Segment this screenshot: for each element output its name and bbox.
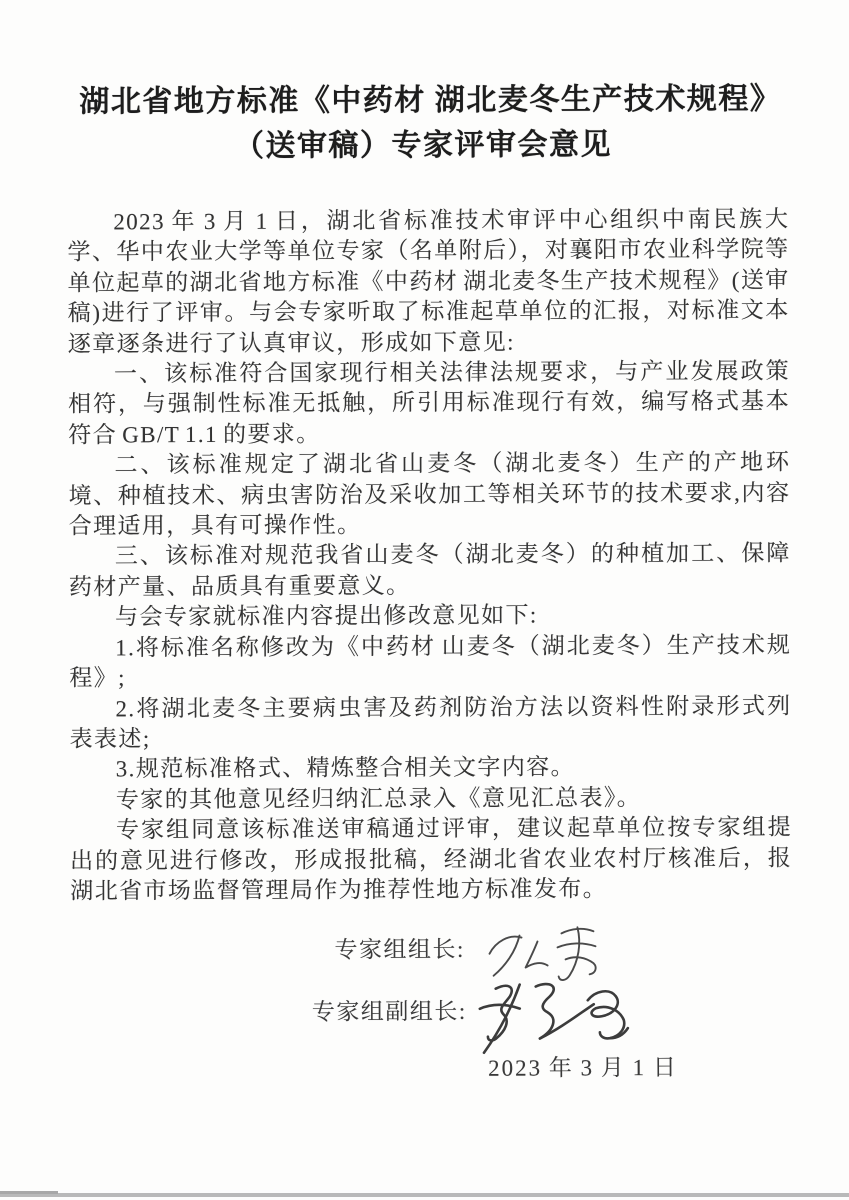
paragraph-opinion-1: 一、该标准符合国家现行相关法律法规要求，与产业发展政策相符，与强制性标准无抵触，所引用标准现行有效，编写格式基本符合 GB/T 1.1 的要求。 xyxy=(68,358,791,448)
document-title: 湖北省地方标准《中药材 湖北麦冬生产技术规程》（送审稿）专家评审会意见 xyxy=(79,82,767,163)
document-date: 2023 年 3 月 1 日 xyxy=(487,1054,678,1081)
scan-edge-artifact xyxy=(0,1193,849,1197)
paragraph-revision-1: 1.将标准名称修改为《中药材 山麦冬（湖北麦冬）生产技术规程》; xyxy=(69,632,792,691)
deputy-handwritten-signature-icon xyxy=(476,978,631,1059)
paragraph-conclusion: 专家组同意该标准送审稿通过评审，建议起草单位按专家组提出的意见进行修改，形成报批稿，经湖北省农业农村厅核准后，报湖北省市场监督管理局作为推荐性地方标准发布。 xyxy=(70,814,793,904)
paragraph-revision-2: 2.将湖北麦冬主要病虫害及药剂防治方法以资料性附录形式列表表述; xyxy=(69,692,792,752)
paragraph-opinion-3: 三、该标准对规范我省山麦冬（湖北麦冬）的种植加工、保障药材产量、品质具有重要意义。 xyxy=(68,540,791,600)
paragraph-revision-intro: 与会专家就标准内容提出修改意见如下: xyxy=(115,602,538,630)
scan-edge-left-artifact xyxy=(0,1191,58,1194)
paragraph-other-opinions: 专家的其他意见经归纳汇总录入《意见汇总表》。 xyxy=(115,784,642,813)
paragraph-intro: 2023 年 3 月 1 日，湖北省标准技术审评中心组织中南民族大学、华中农业大学等单位专家（名单附后），对襄阳市农业科学院等单位起草的湖北省地方标准《中药材 湖北麦冬生产技术规程》(送审稿)进行了评审。与会专家听取了标准起草单位的汇报，对标准文本逐章逐条进行了认真审议，形成如下意见: xyxy=(67,206,790,357)
paragraph-opinion-2: 二、该标准规定了湖北省山麦冬（湖北麦冬）生产的产地环境、种植技术、病虫害防治及采收加工等相关环节的技术要求,内容合理适用，具有可操作性。 xyxy=(68,449,791,539)
deputy-signature-label: 专家组副组长: xyxy=(311,998,467,1025)
paragraph-revision-3: 3.规范标准格式、精炼整合相关文字内容。 xyxy=(115,754,576,782)
leader-signature-label: 专家组组长: xyxy=(334,936,465,963)
document-body xyxy=(67,204,792,906)
